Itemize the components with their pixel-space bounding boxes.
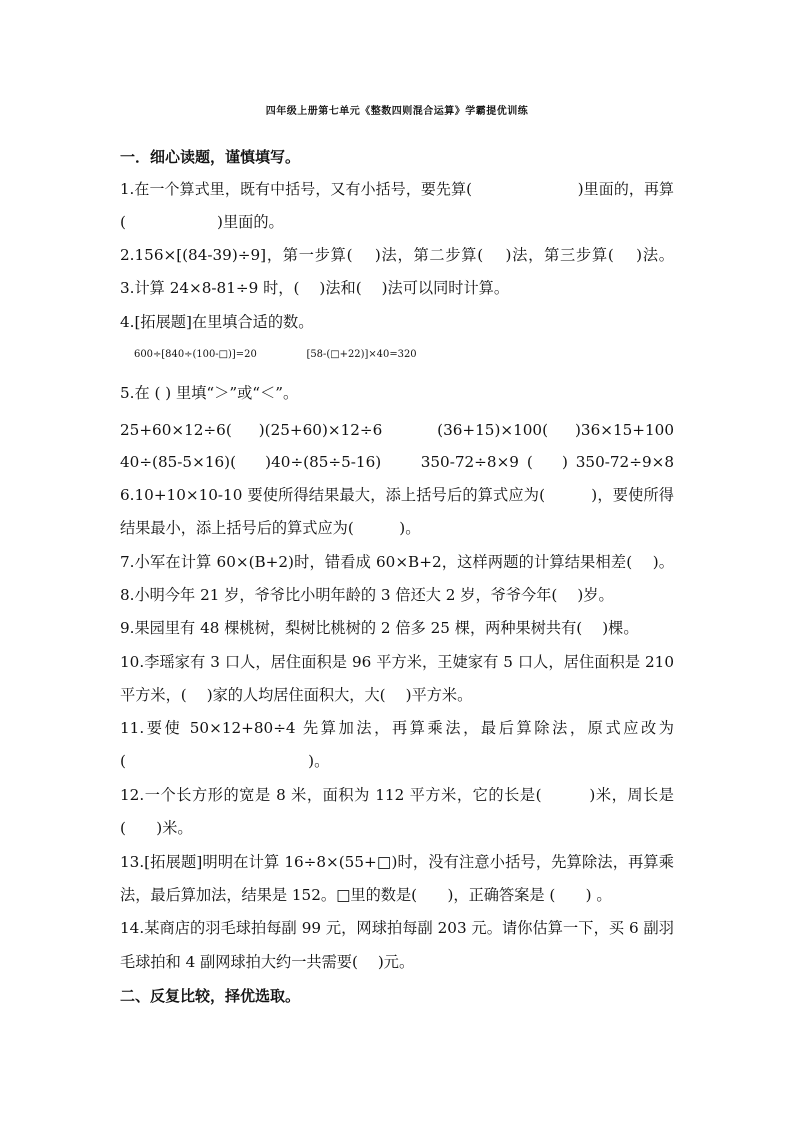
question-10-line-1: 10.李瑶家有 3 口人，居住面积是 96 平方米，王婕家有 5 口人，居住面积是 210 [120, 653, 674, 671]
page-title: 四年级上册第七单元《整数四则混合运算》学霸提优训练 [265, 106, 529, 117]
question-6-line-2: 结果最小，添上括号后的算式应为( )。 [120, 519, 421, 537]
section-heading-multiple-choice: 二、反复比较，择优选取。 [120, 987, 301, 1005]
question-12-line-2: ( )米。 [120, 819, 193, 837]
question-11-line-1: 11.要使 50×12+80÷4 先算加法，再算乘法，最后算除法，原式应改为 [120, 719, 674, 737]
question-5-row-1: 25+60×12÷6( )(25+60)×12÷6 (36+15)×100( )36×15+100 [120, 421, 674, 439]
question-5: 5.在 ( ) 里填“＞”或“＜”。 [120, 384, 299, 402]
question-13-line-1: 13.[拓展题]明明在计算 16÷8×(55+□)时，没有注意小括号，先算除法，再算乘 [120, 853, 674, 871]
question-4: 4.[拓展题]在里填合适的数。 [120, 313, 314, 331]
question-3: 3.计算 24×8-81÷9 时，( )法和( )法可以同时计算。 [120, 279, 510, 297]
question-6-line-1: 6.10+10×10-10 要使所得结果最大，添上括号后的算式应为( )，要使所得 [120, 486, 674, 504]
question-4-equations: 600÷[840÷(100-□)]=20 [58-(□+22)]×40=320 [134, 349, 417, 360]
question-13-line-2: 法，最后算加法，结果是 152。□里的数是( )，正确答案是 ( ) 。 [120, 886, 612, 904]
question-2: 2.156×[(84-39)÷9]，第一步算( )法，第二步算( )法，第三步算( )法。 [120, 246, 674, 264]
question-11-line-2: ( )。 [120, 752, 330, 770]
question-7: 7.小军在计算 60×(B+2)时，错看成 60×B+2，这样两题的计算结果相差( )。 [120, 553, 674, 571]
question-10-line-2: 平方米，( )家的人均居住面积大，大( )平方米。 [120, 686, 473, 704]
question-12-line-1: 12.一个长方形的宽是 8 米，面积为 112 平方米，它的长是( )米，周长是 [120, 786, 674, 804]
question-1-line-1: 1.在一个算式里，既有中括号，又有小括号，要先算( )里面的，再算 [120, 180, 674, 198]
question-1-line-2: ( )里面的。 [120, 213, 284, 231]
question-5-row-2: 40÷(85-5×16)( )40÷(85÷5-16) 350-72÷8×9 ( ) 350-72÷9×8 [120, 453, 674, 471]
question-14-line-2: 毛球拍和 4 副网球拍大约一共需要( )元。 [120, 953, 415, 971]
question-14-line-1: 14.某商店的羽毛球拍每副 99 元，网球拍每副 203 元。请你估算一下，买 6 副羽 [120, 919, 674, 937]
section-heading-fill-in: 一．细心读题，谨慎填写。 [120, 148, 301, 166]
question-8: 8.小明今年 21 岁，爷爷比小明年龄的 3 倍还大 2 岁，爷爷今年( )岁。 [120, 586, 614, 604]
question-9: 9.果园里有 48 棵桃树，梨树比桃树的 2 倍多 25 棵，两种果树共有( )棵。 [120, 619, 639, 637]
